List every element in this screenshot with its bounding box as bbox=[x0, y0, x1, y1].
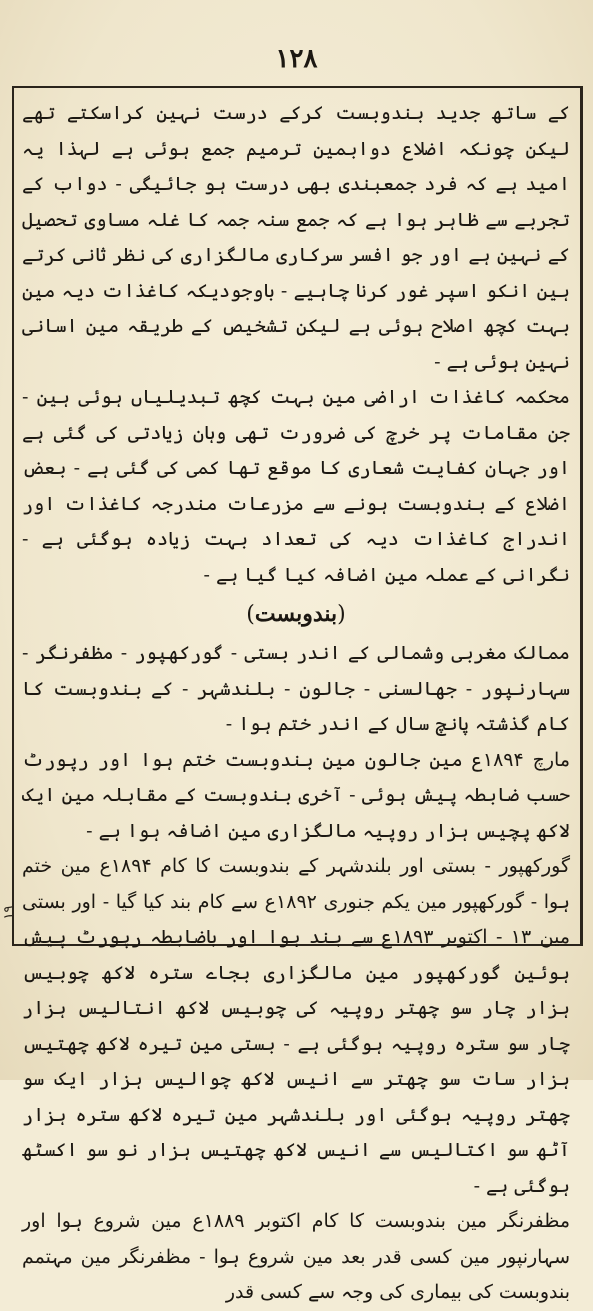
paragraph-settlement-districts: ممالک مغربی وشمالی کے اندر بستی - گورکھپور - مظفرنگر - سہارنپور - جھالسنی - جالون - بلندشہر - کے بندوبست کا کام گذشتہ پانچ سال کے اندر ختم ہوا - bbox=[22, 642, 570, 735]
paragraph-muzaffarnagar: مظفرنگر مین بندوبست کا کام اکتوبر ۱۸۸۹ع مین شروع ہوا اور سہارنپور مین کسی قدر بعد مین شروع ہوا - مظفرنگر مین مہتمم بندوبست کی بیماری کی وجہ سے کسی قدر bbox=[22, 1210, 570, 1303]
paragraph-jalaun: مارچ ۱۸۹۴ع مین جالون مین بندوبست ختم ہوا اور رپورٹ حسب ضابطہ پیش ہوئی - آخری بندوبست کے مقابلہ مین ایک لاکھ پچیس ہزار روپیہ مالگزاری مین اضافہ ہوا ہے - bbox=[22, 748, 570, 842]
margin-note: ۱۹ bbox=[1, 905, 17, 920]
paragraph-revision: کے ساتھ جدید بندوبست کرکے درست نہین کراسکتے تھے لیکن چونکہ اضلاع دوابمین ترمیم جمع ہوئی ہے لہذا یہ امید ہے کہ فرد جمعبندی بھی درست ہو جائیگی - دواب کے تجربے سے ظاہر ہوا ہے کہ جمع سنہ جمہ کا غلہ مساوی تحصیل کے نہین ہے اور جو افسر سرکاری مالگزاری کی نظر ثانی کرتے ہین انکو اسپر غور کرنا چاہیے - باوجودیکہ کاغذات دیہ مین بہت کچھ اصلاح ہوئی ہے لیکن تشخیص کے طریقہ مین اسانی نہین ہوئی ہے - bbox=[22, 102, 570, 373]
paragraph-gorakhpur-basti: گورکھپور - بستی اور بلندشہر کے بندوبست کا کام ۱۸۹۴ع مین ختم ہوا - گورکھپور مین یکم جنوری ۱۸۹۲ع سے کام بند کیا گیا - اور بستی مین ۱۳ - اکتوبر ۱۸۹۳ع سے بند ہوا اور باضابطہ رپورٹ پیش ہوئین گورکھپور مین مالگزاری بجاے سترہ لاکھ چوبیس ہزار چار سو چھتر روپیہ کی چوبیس لاکھ انتالیس ہزار چار سو سترہ روپیہ ہوگئی ہے - بستی مین تیرہ لاکھ چھتیس ہزار سات سو چھتر سے انیس لاکھ چوالیس ہزار ایک سو چھتر روپیہ ہوگئی اور بلندشہر مین تیرہ لاکھ سترہ ہزار آٹھ سو اکتالیس سے انیس لاکھ چھتیس ہزار نو سو اکسٹھ ہوگئی ہے - bbox=[22, 855, 570, 1197]
section-heading-settlement: (بندوبست) bbox=[246, 601, 346, 627]
page-number: ۱۲۸ bbox=[275, 44, 318, 74]
section-heading-text: بندوبست bbox=[254, 601, 338, 627]
paragraph-land-records: محکمہ کاغذات اراضی مین بہت کچھ تبدیلیاں ہوئی ہین - جن مقامات پر خرچ کی ضرورت تھی وہان زیادتی کی گئی ہے اور جہان کفایت شعاری کا موقع تھا کمی کی گئی ہے - بعض اضلاع کے بندوبست ہونے سے مزرعات مندرجہ کاغذات اور اندراج کاغذات دیہ کی تعداد بہت زیادہ ہوگئی ہے - نگرانی کے عملہ مین اضافہ کیا گیا ہے - bbox=[22, 386, 570, 586]
body-text bbox=[22, 96, 570, 1311]
